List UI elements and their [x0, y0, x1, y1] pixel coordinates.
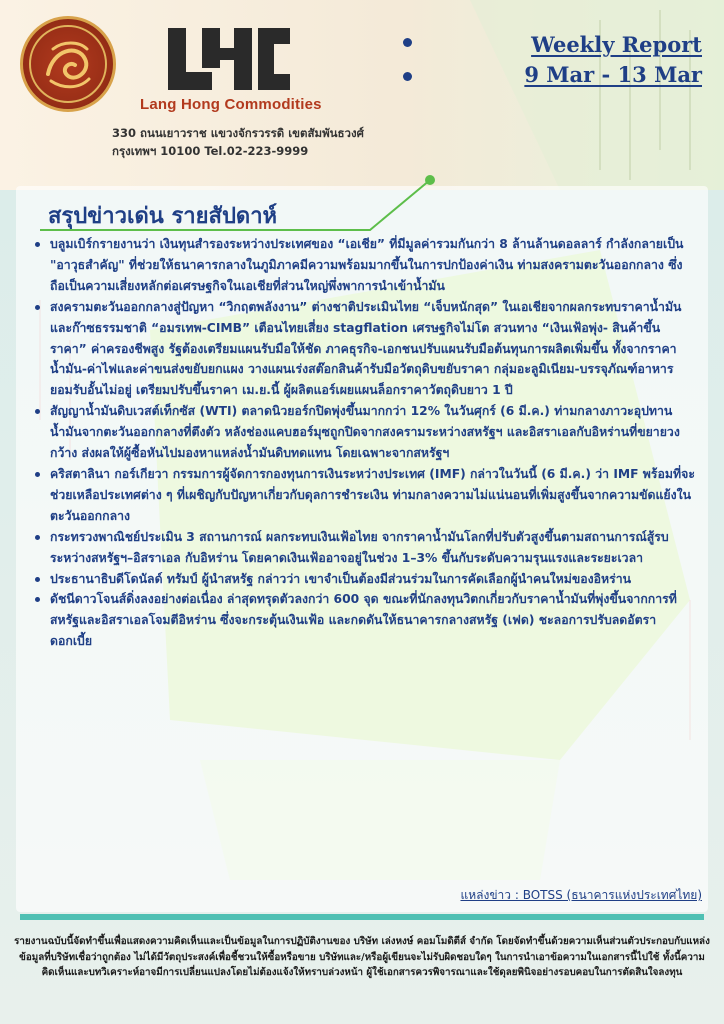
- brand-name: Lang Hong Commodities: [140, 96, 322, 113]
- news-item: ดัชนีดาวโจนส์ดิ่งลงอย่างต่อเนื่อง ล่าสุดทรุดตัวลงกว่า 600 จุด ขณะที่นักลงทุนวิตกเกี่ยวกับราคาน้ำมันที่พุ่งขึ้นจากการที่สหรัฐและอิสราเอลโจมตีอิหร่าน ซึ่งจะกระตุ้นเงินเฟ้อ และกดดันให้ธนาคารกลางสหรัฐ (เฟด) ชะลอการปรับลดอัตราดอกเบี้ย: [30, 589, 696, 652]
- report-date-range: 9 Mar - 13 Mar: [524, 62, 702, 87]
- bullet-dot-icon: [403, 72, 412, 81]
- address-line-1: 330 ถนนเยาวราช แขวงจักรวรรดิ เขตสัมพันธวงศ์: [112, 126, 364, 140]
- report-header: [0, 0, 724, 190]
- section-title: สรุปข่าวเด่น รายสัปดาห์: [48, 204, 278, 229]
- news-list: [30, 234, 696, 652]
- lhc-logo: [168, 28, 290, 92]
- news-item: สัญญาน้ำมันดิบเวสต์เท็กซัส (WTI) ตลาดนิวยอร์กปิดพุ่งขึ้นมากกว่า 12% ในวันศุกร์ (6 มี.ค.) ท่ามกลางภาวะอุปทานน้ำมันจากตะวันออกกลางที่ตึงตัว หลังช่องแคบฮอร์มุซถูกปิดจากสงครามระหว่างสหรัฐฯ และอิสราเอลกับอิหร่านที่ขยายวงกว้าง ส่งผลให้ผู้ซื้อหันไปมองหาแหล่งน้ำมันดิบทดแทน โดยเฉพาะจากสหรัฐฯ: [30, 401, 696, 464]
- disclaimer-text: รายงานฉบับนี้จัดทำขึ้นเพื่อแสดงความคิดเห็นและเป็นข้อมูลในการปฏิบัติงานของ บริษัท เล่งหงษ์ คอมโมดิตีส์ จำกัด โดยจัดทำขึ้นด้วยความเห็นส่วนตัวประกอบกับแหล่งข้อมูลที่บริษัทเชื่อว่าถูกต้อง ไม่ได้มีวัตถุประสงค์เพื่อชี้ชวนให้ซื้อหรือขาย บริษัทและ/หรือผู้เขียนจะไม่รับผิดชอบใดๆ ในการนำเอาข้อความในเอกสารนี้ไปใช้ ทั้งนี้ความคิดเห็นและบทวิเคราะห์อาจมีการเปลี่ยนแปลงโดยไม่ต้องแจ้งให้ทราบล่วงหน้า ผู้ใช้เอกสารควรพิจารณาและใช้ดุลยพินิจอย่างรอบคอบในการตัดสินใจลงทุน: [14, 936, 710, 978]
- news-item: สงครามตะวันออกกลางสู่ปัญหา “วิกฤตพลังงาน” ต่างชาติประเมินไทย “เจ็บหนักสุด” ในเอเชียจากผลกระทบราคาน้ำมันและก๊าซธรรมชาติ “อมรเทพ-CIMB” เตือนไทยเสี่ยง stagflation เศรษฐกิจไม่โต สวนทาง “เงินเฟ้อพุ่ง- สินค้าขึ้นราคา” ค่าครองชีพสูง รัฐต้องเตรียมแผนรับมือให้ชัด ภาคธุรกิจ-เอกชนปรับแผนรับมือต้นทุนการผลิตเพิ่มขึ้น ทั้งจากราคาน้ำมัน-ค่าไฟและค่าขนส่งขยับยกแผง วางแผนเร่งสต๊อกสินค้ารับมือวัตถุดิบขยับราคา กลุ่มอะลูมิเนียม-บรรจุภัณฑ์อาหาร ยอมรับอั้นไม่อยู่ เตรียมปรับขึ้นราคา เม.ย.นี้ ผู้ผลิตแอร์เผยแผนล็อกราคาวัตถุดิบยาว 1 ปี: [30, 297, 696, 402]
- news-item: บลูมเบิร์กรายงานว่า เงินทุนสำรองระหว่างประเทศของ “เอเชีย” ที่มีมูลค่ารวมกันกว่า 8 ล้านล้านดอลลาร์ กำลังกลายเป็น "อาวุธสำคัญ" ที่ช่วยให้ธนาคารกลางในภูมิภาคมีความพร้อมมากขึ้นในการปกป้องค่าเงิน ท่ามสงครามตะวันออกกลาง ซึ่งถือเป็นความเสี่ยงหลักต่อเศรษฐกิจในเอเชียที่ส่วนใหญ่พึ่งพาการนำเข้าน้ำมัน: [30, 234, 696, 297]
- company-seal-logo: [20, 16, 116, 112]
- bullet-dot-icon: [403, 38, 412, 47]
- news-item: กระทรวงพาณิชย์ประเมิน 3 สถานการณ์ ผลกระทบเงินเฟ้อไทย จากราคาน้ำมันโลกที่ปรับตัวสูงขึ้นตามสถานการณ์สู้รบระหว่างสหรัฐฯ–อิสราเอล กับอิหร่าน โดยคาดเงินเฟ้ออาจอยู่ในช่วง 1–3% ขึ้นกับระดับความรุนแรงและระยะเวลา: [30, 527, 696, 569]
- title-underline-decoration: [40, 172, 440, 242]
- company-address: [112, 124, 364, 160]
- news-content: [30, 234, 696, 652]
- address-line-2: กรุงเทพฯ 10100 Tel.02-223-9999: [112, 144, 309, 158]
- report-title: Weekly Report: [531, 32, 702, 57]
- news-source-link[interactable]: แหล่งข่าว : BOTSS (ธนาคารแห่งประเทศไทย): [460, 888, 702, 902]
- report-title-block: [524, 30, 702, 90]
- news-item: ประธานาธิบดีโดนัลด์ ทรัมป์ ผู้นำสหรัฐ กล่าวว่า เขาจำเป็นต้องมีส่วนร่วมในการคัดเลือกผู้นำคนใหม่ของอิหร่าน: [30, 569, 696, 590]
- footer-divider: [20, 914, 704, 920]
- news-item: คริสตาลินา กอร์เกียวา กรรมการผู้จัดการกองทุนการเงินระหว่างประเทศ (IMF) กล่าวในวันนี้ (6 มี.ค.) ว่า IMF พร้อมที่จะช่วยเหลือประเทศต่าง ๆ ที่เผชิญกับปัญหาเกี่ยวกับดุลการชำระเงิน ท่ามกลางความไม่แน่นอนที่เพิ่มสูงขึ้นจากความขัดแย้งในตะวันออกกลาง: [30, 464, 696, 527]
